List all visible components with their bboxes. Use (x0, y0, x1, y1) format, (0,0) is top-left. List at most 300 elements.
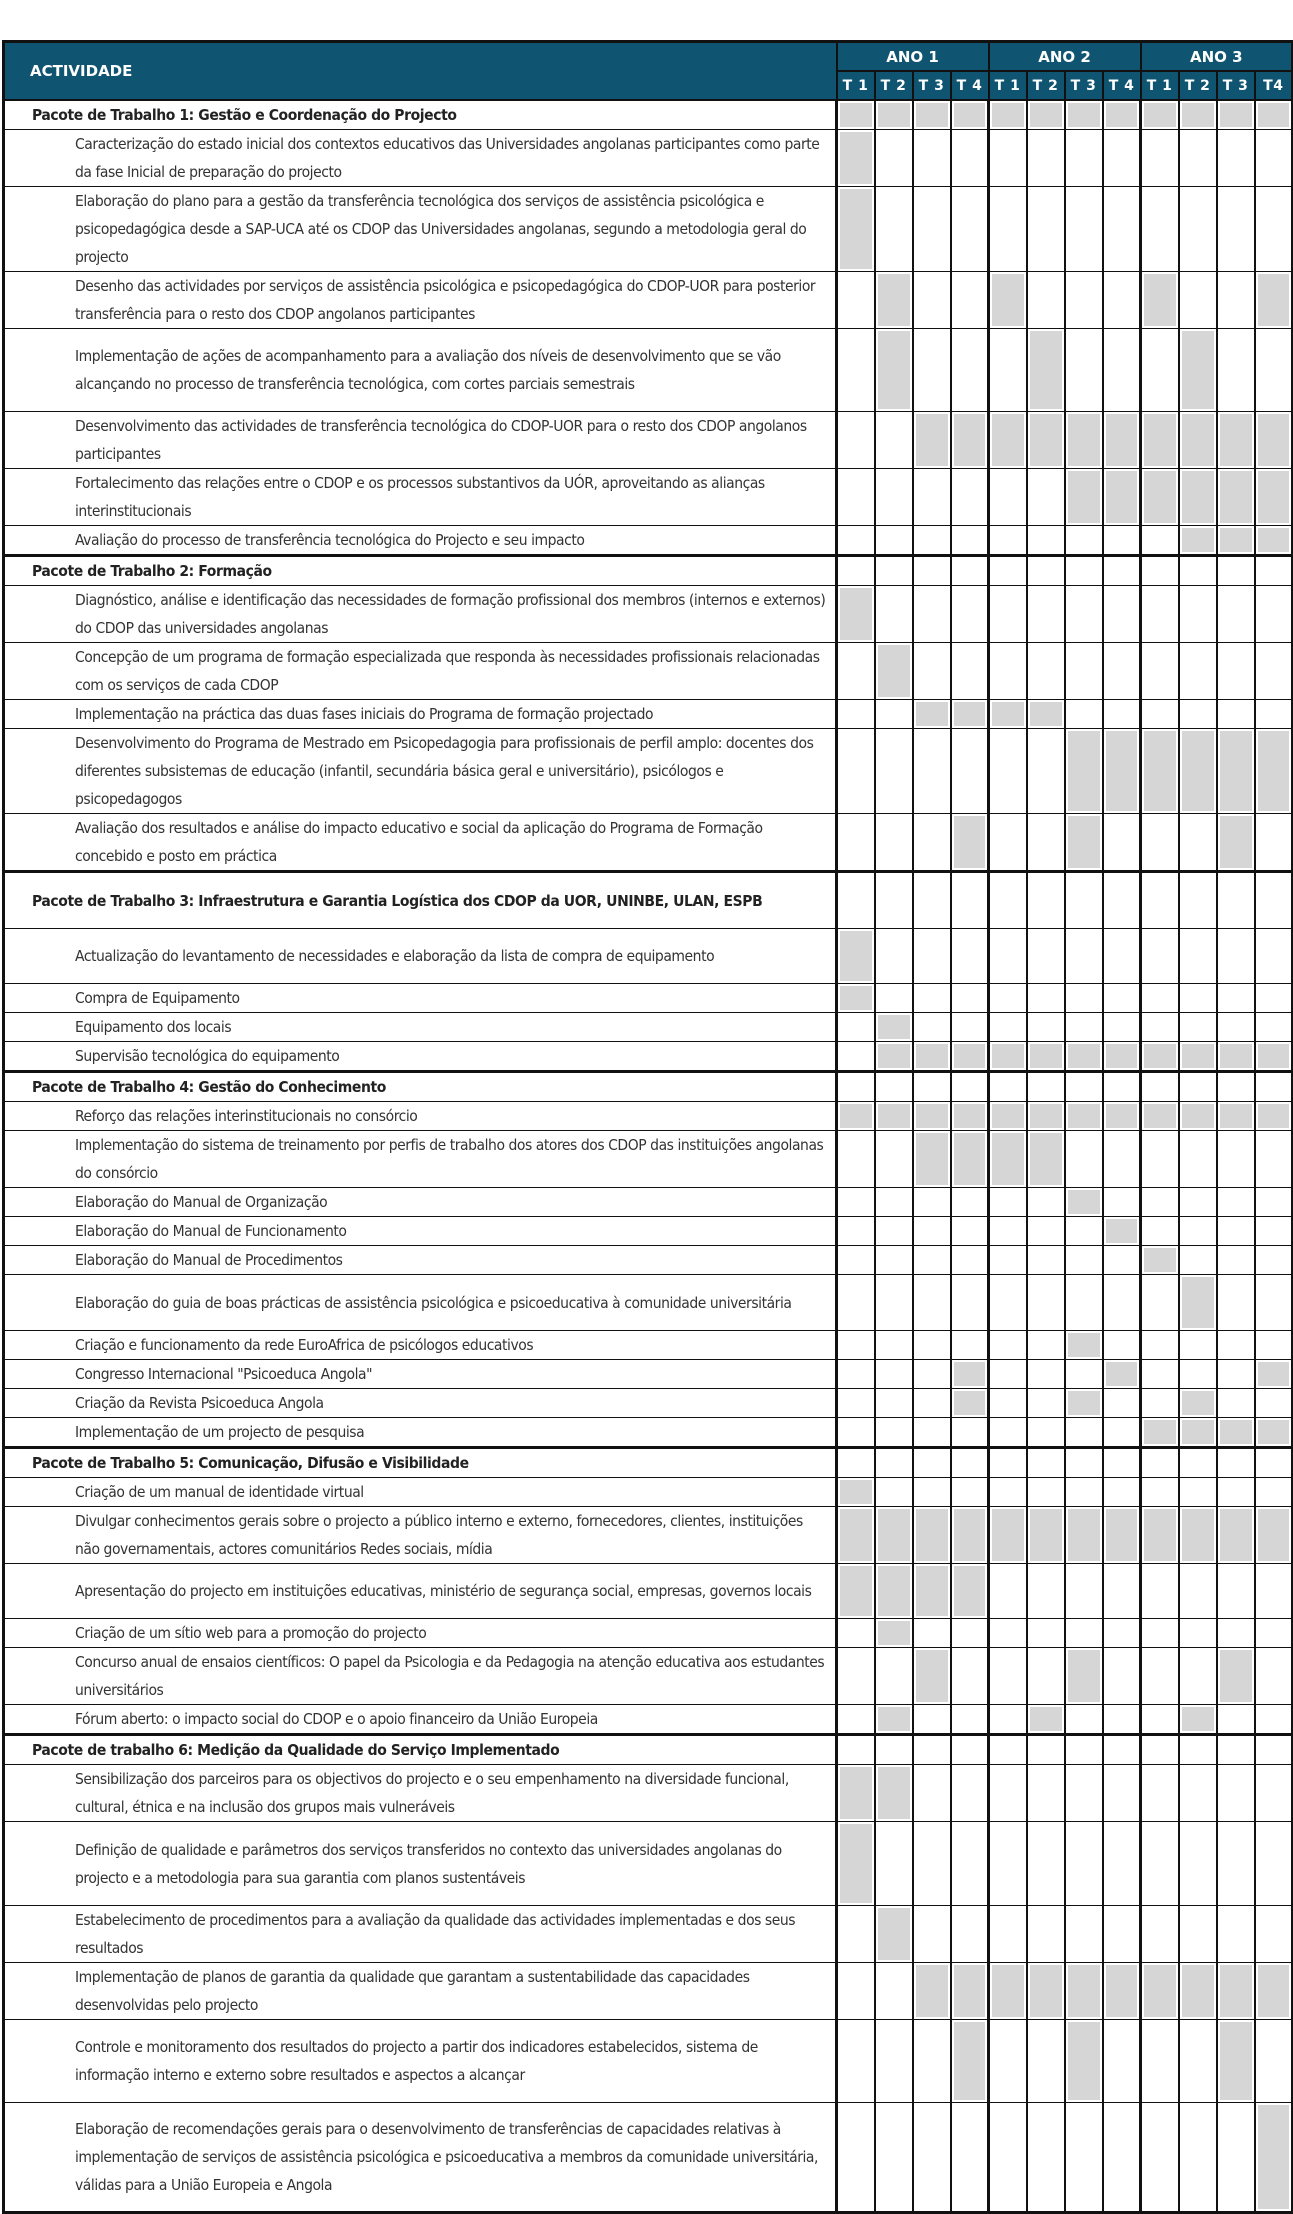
empty-quarter-cell (951, 1822, 989, 1906)
scheduled-quarter-cell (1179, 329, 1217, 412)
scheduled-quarter-cell (1141, 1042, 1179, 1072)
scheduled-quarter-cell (1065, 1389, 1103, 1418)
empty-quarter-cell (875, 872, 913, 929)
scheduled-quarter-cell (1027, 1102, 1065, 1131)
activity-label: Congresso Internacional "Psicoeduca Angola" (4, 1360, 837, 1389)
activity-row (4, 412, 1293, 469)
empty-quarter-cell (1141, 1648, 1179, 1705)
scheduled-quarter-cell (1027, 1042, 1065, 1072)
empty-quarter-cell (1103, 1448, 1141, 1478)
scheduled-quarter-cell (951, 1360, 989, 1389)
scheduled-quarter-cell (875, 1507, 913, 1564)
empty-quarter-cell (875, 1331, 913, 1360)
empty-quarter-cell (913, 1331, 951, 1360)
empty-quarter-cell (1103, 1765, 1141, 1822)
empty-quarter-cell (837, 1705, 875, 1735)
empty-quarter-cell (1141, 1013, 1179, 1042)
empty-quarter-cell (913, 1360, 951, 1389)
scheduled-quarter-cell (875, 1013, 913, 1042)
empty-quarter-cell (837, 1360, 875, 1389)
empty-quarter-cell (989, 1360, 1027, 1389)
empty-quarter-cell (1217, 700, 1255, 729)
empty-quarter-cell (1179, 1564, 1217, 1619)
empty-quarter-cell (1065, 130, 1103, 187)
empty-quarter-cell (1217, 2103, 1255, 2213)
scheduled-quarter-cell (875, 1102, 913, 1131)
scheduled-quarter-cell (1141, 100, 1179, 130)
empty-quarter-cell (951, 1765, 989, 1822)
empty-quarter-cell (1179, 1619, 1217, 1648)
scheduled-quarter-cell (1255, 469, 1293, 526)
scheduled-quarter-cell (989, 412, 1027, 469)
empty-quarter-cell (1027, 1389, 1065, 1418)
work-package-title: Pacote de Trabalho 3: Infraestrutura e Garantia Logística dos CDOP da UOR, UNINBE, ULAN, ESPB (4, 872, 837, 929)
empty-quarter-cell (837, 556, 875, 586)
scheduled-quarter-cell (875, 1705, 913, 1735)
scheduled-quarter-cell (951, 700, 989, 729)
empty-quarter-cell (1027, 1564, 1065, 1619)
empty-quarter-cell (875, 586, 913, 643)
empty-quarter-cell (875, 526, 913, 556)
empty-quarter-cell (1027, 1275, 1065, 1331)
empty-quarter-cell (951, 586, 989, 643)
scheduled-quarter-cell (1027, 329, 1065, 412)
empty-quarter-cell (1217, 1448, 1255, 1478)
empty-quarter-cell (1027, 1735, 1065, 1765)
empty-quarter-cell (989, 643, 1027, 700)
empty-quarter-cell (837, 1275, 875, 1331)
empty-quarter-cell (1065, 526, 1103, 556)
activity-label: Criação e funcionamento da rede EuroAfrica de psicólogos educativos (4, 1331, 837, 1360)
empty-quarter-cell (1255, 329, 1293, 412)
activity-row (4, 469, 1293, 526)
empty-quarter-cell (1065, 1418, 1103, 1448)
empty-quarter-cell (1065, 1619, 1103, 1648)
scheduled-quarter-cell (989, 700, 1027, 729)
empty-quarter-cell (989, 929, 1027, 984)
scheduled-quarter-cell (913, 1102, 951, 1131)
activity-label: Criação de um manual de identidade virtual (4, 1478, 837, 1507)
scheduled-quarter-cell (951, 1507, 989, 1564)
empty-quarter-cell (837, 1906, 875, 1963)
empty-quarter-cell (989, 1735, 1027, 1765)
activity-row (4, 1906, 1293, 1963)
scheduled-quarter-cell (875, 272, 913, 329)
empty-quarter-cell (1217, 929, 1255, 984)
empty-quarter-cell (951, 1735, 989, 1765)
empty-quarter-cell (875, 412, 913, 469)
quarter-header: T 2 (1179, 71, 1217, 100)
empty-quarter-cell (913, 187, 951, 272)
empty-quarter-cell (989, 1217, 1027, 1246)
empty-quarter-cell (1255, 1705, 1293, 1735)
activity-label: Desenho das actividades por serviços de assistência psicológica e psicopedagógica do CDOP-UOR para posterior transferência para o resto dos CDOP angolanos participantes (4, 272, 837, 329)
empty-quarter-cell (1217, 556, 1255, 586)
activity-row (4, 2020, 1293, 2103)
empty-quarter-cell (1255, 872, 1293, 929)
scheduled-quarter-cell (837, 1822, 875, 1906)
activity-row (4, 1042, 1293, 1072)
empty-quarter-cell (1179, 643, 1217, 700)
activity-row (4, 130, 1293, 187)
empty-quarter-cell (989, 526, 1027, 556)
empty-quarter-cell (837, 1188, 875, 1217)
scheduled-quarter-cell (1027, 1963, 1065, 2020)
activity-label: Desenvolvimento das actividades de transferência tecnológica do CDOP-UOR para o resto dos CDOP angolanos participantes (4, 412, 837, 469)
activity-label: Criação de um sítio web para a promoção do projecto (4, 1619, 837, 1648)
scheduled-quarter-cell (989, 1963, 1027, 2020)
empty-quarter-cell (1103, 1131, 1141, 1188)
empty-quarter-cell (989, 984, 1027, 1013)
scheduled-quarter-cell (1255, 1102, 1293, 1131)
empty-quarter-cell (1065, 586, 1103, 643)
quarter-header: T 1 (1141, 71, 1179, 100)
scheduled-quarter-cell (1065, 729, 1103, 814)
empty-quarter-cell (1179, 1072, 1217, 1102)
activity-label: Diagnóstico, análise e identificação das necessidades de formação profissional dos membros (internos e externos) do CDOP das universidades angolanas (4, 586, 837, 643)
empty-quarter-cell (1255, 1188, 1293, 1217)
work-package-title: Pacote de Trabalho 1: Gestão e Coordenação do Projecto (4, 100, 837, 130)
activity-label: Caracterização do estado inicial dos contextos educativos das Universidades angolanas participantes como parte da fase Inicial de preparação do projecto (4, 130, 837, 187)
activity-label: Avaliação dos resultados e análise do impacto educativo e social da aplicação do Programa de Formação concebido e posto em práctica (4, 814, 837, 872)
activity-row (4, 1389, 1293, 1418)
scheduled-quarter-cell (1217, 1963, 1255, 2020)
gantt-schedule-table (2, 40, 1293, 2214)
empty-quarter-cell (837, 1217, 875, 1246)
scheduled-quarter-cell (951, 100, 989, 130)
empty-quarter-cell (1027, 643, 1065, 700)
empty-quarter-cell (989, 1246, 1027, 1275)
scheduled-quarter-cell (1027, 1507, 1065, 1564)
scheduled-quarter-cell (837, 1102, 875, 1131)
scheduled-quarter-cell (1179, 100, 1217, 130)
scheduled-quarter-cell (1103, 100, 1141, 130)
empty-quarter-cell (1179, 929, 1217, 984)
empty-quarter-cell (1065, 1072, 1103, 1102)
empty-quarter-cell (951, 872, 989, 929)
empty-quarter-cell (913, 1822, 951, 1906)
empty-quarter-cell (951, 1188, 989, 1217)
activity-label: Concepção de um programa de formação especializada que responda às necessidades profissionais relacionadas com os serviços de cada CDOP (4, 643, 837, 700)
empty-quarter-cell (1217, 1188, 1255, 1217)
empty-quarter-cell (1027, 1217, 1065, 1246)
empty-quarter-cell (1255, 1822, 1293, 1906)
empty-quarter-cell (1027, 1906, 1065, 1963)
empty-quarter-cell (951, 1478, 989, 1507)
empty-quarter-cell (913, 1217, 951, 1246)
empty-quarter-cell (1255, 643, 1293, 700)
empty-quarter-cell (913, 130, 951, 187)
empty-quarter-cell (1065, 1013, 1103, 1042)
empty-quarter-cell (1255, 1072, 1293, 1102)
empty-quarter-cell (1217, 984, 1255, 1013)
scheduled-quarter-cell (875, 100, 913, 130)
empty-quarter-cell (913, 1619, 951, 1648)
empty-quarter-cell (951, 1648, 989, 1705)
empty-quarter-cell (1141, 929, 1179, 984)
empty-quarter-cell (1255, 187, 1293, 272)
quarter-header: T 1 (837, 71, 875, 100)
empty-quarter-cell (1217, 329, 1255, 412)
scheduled-quarter-cell (837, 984, 875, 1013)
empty-quarter-cell (989, 187, 1027, 272)
scheduled-quarter-cell (913, 700, 951, 729)
empty-quarter-cell (1103, 329, 1141, 412)
empty-quarter-cell (989, 2020, 1027, 2103)
empty-quarter-cell (1217, 1331, 1255, 1360)
activity-label: Concurso anual de ensaios científicos: O papel da Psicologia e da Pedagogia na atenção educativa aos estudantes universitários (4, 1648, 837, 1705)
empty-quarter-cell (1179, 984, 1217, 1013)
scheduled-quarter-cell (913, 1648, 951, 1705)
empty-quarter-cell (1179, 1360, 1217, 1389)
scheduled-quarter-cell (1065, 1648, 1103, 1705)
scheduled-quarter-cell (1179, 1389, 1217, 1418)
scheduled-quarter-cell (1103, 1217, 1141, 1246)
empty-quarter-cell (1255, 2020, 1293, 2103)
work-package-title: Pacote de Trabalho 5: Comunicação, Difusão e Visibilidade (4, 1448, 837, 1478)
scheduled-quarter-cell (1065, 469, 1103, 526)
activity-label: Implementação de planos de garantia da qualidade que garantam a sustentabilidade das capacidades desenvolvidas pelo projecto (4, 1963, 837, 2020)
scheduled-quarter-cell (1103, 1102, 1141, 1131)
empty-quarter-cell (913, 1765, 951, 1822)
scheduled-quarter-cell (1255, 1418, 1293, 1448)
activity-label: Implementação de um projecto de pesquisa (4, 1418, 837, 1448)
empty-quarter-cell (1179, 1765, 1217, 1822)
empty-quarter-cell (875, 1418, 913, 1448)
empty-quarter-cell (1141, 643, 1179, 700)
empty-quarter-cell (1217, 1478, 1255, 1507)
activity-row (4, 1822, 1293, 1906)
empty-quarter-cell (1141, 1072, 1179, 1102)
activity-row (4, 1331, 1293, 1360)
empty-quarter-cell (1141, 1478, 1179, 1507)
activity-label: Elaboração do Manual de Procedimentos (4, 1246, 837, 1275)
empty-quarter-cell (1027, 984, 1065, 1013)
empty-quarter-cell (989, 469, 1027, 526)
empty-quarter-cell (1217, 1275, 1255, 1331)
activity-label: Implementação de ações de acompanhamento para a avaliação dos níveis de desenvolvimento que se vão alcançando no processo de transferência tecnológica, com cortes parciais semestrais (4, 329, 837, 412)
empty-quarter-cell (837, 700, 875, 729)
empty-quarter-cell (1103, 1275, 1141, 1331)
scheduled-quarter-cell (1027, 1131, 1065, 1188)
scheduled-quarter-cell (1255, 2103, 1293, 2213)
work-package-row (4, 556, 1293, 586)
empty-quarter-cell (1065, 1765, 1103, 1822)
activity-row (4, 1131, 1293, 1188)
empty-quarter-cell (989, 1822, 1027, 1906)
empty-quarter-cell (875, 1389, 913, 1418)
empty-quarter-cell (951, 526, 989, 556)
empty-quarter-cell (1027, 814, 1065, 872)
empty-quarter-cell (1065, 1564, 1103, 1619)
empty-quarter-cell (1065, 1217, 1103, 1246)
scheduled-quarter-cell (951, 412, 989, 469)
empty-quarter-cell (1141, 1188, 1179, 1217)
empty-quarter-cell (1103, 1013, 1141, 1042)
empty-quarter-cell (913, 469, 951, 526)
scheduled-quarter-cell (1065, 1331, 1103, 1360)
empty-quarter-cell (1141, 586, 1179, 643)
scheduled-quarter-cell (1141, 272, 1179, 329)
empty-quarter-cell (951, 1331, 989, 1360)
empty-quarter-cell (875, 187, 913, 272)
scheduled-quarter-cell (1217, 1418, 1255, 1448)
scheduled-quarter-cell (1103, 1963, 1141, 2020)
empty-quarter-cell (989, 1619, 1027, 1648)
activity-row (4, 1963, 1293, 2020)
empty-quarter-cell (1103, 1705, 1141, 1735)
scheduled-quarter-cell (1255, 272, 1293, 329)
empty-quarter-cell (989, 1705, 1027, 1735)
activity-row (4, 643, 1293, 700)
activity-label: Elaboração do Manual de Funcionamento (4, 1217, 837, 1246)
empty-quarter-cell (1141, 2103, 1179, 2213)
empty-quarter-cell (837, 1042, 875, 1072)
empty-quarter-cell (951, 1906, 989, 1963)
empty-quarter-cell (1179, 130, 1217, 187)
empty-quarter-cell (1255, 1478, 1293, 1507)
activity-label: Definição de qualidade e parâmetros dos serviços transferidos no contexto das universidades angolanas do projecto e a metodologia para sua garantia com planos sustentáveis (4, 1822, 837, 1906)
activity-label: Reforço das relações interinstitucionais no consórcio (4, 1102, 837, 1131)
empty-quarter-cell (913, 2020, 951, 2103)
empty-quarter-cell (1179, 1648, 1217, 1705)
empty-quarter-cell (913, 1389, 951, 1418)
empty-quarter-cell (1255, 1331, 1293, 1360)
empty-quarter-cell (989, 1648, 1027, 1705)
empty-quarter-cell (875, 2103, 913, 2213)
empty-quarter-cell (1103, 1619, 1141, 1648)
empty-quarter-cell (837, 1331, 875, 1360)
empty-quarter-cell (1217, 1131, 1255, 1188)
empty-quarter-cell (1027, 872, 1065, 929)
empty-quarter-cell (1027, 1648, 1065, 1705)
empty-quarter-cell (1179, 1822, 1217, 1906)
activity-label: Elaboração do plano para a gestão da transferência tecnológica dos serviços de assistência psicológica e psicopedagógica desde a SAP-UCA até os CDOP das Universidades angolanas, segundo a metodologia geral do projecto (4, 187, 837, 272)
empty-quarter-cell (951, 1275, 989, 1331)
empty-quarter-cell (1027, 729, 1065, 814)
empty-quarter-cell (1217, 872, 1255, 929)
scheduled-quarter-cell (989, 1102, 1027, 1131)
empty-quarter-cell (837, 272, 875, 329)
empty-quarter-cell (837, 1448, 875, 1478)
empty-quarter-cell (1103, 130, 1141, 187)
scheduled-quarter-cell (875, 329, 913, 412)
empty-quarter-cell (1103, 1246, 1141, 1275)
activity-label: Elaboração do Manual de Organização (4, 1188, 837, 1217)
activity-row (4, 526, 1293, 556)
quarter-header: T 3 (913, 71, 951, 100)
empty-quarter-cell (913, 1705, 951, 1735)
empty-quarter-cell (875, 984, 913, 1013)
empty-quarter-cell (989, 1013, 1027, 1042)
table-body (4, 100, 1293, 2213)
empty-quarter-cell (989, 556, 1027, 586)
year-header: ANO 2 (989, 42, 1141, 72)
empty-quarter-cell (1065, 1131, 1103, 1188)
scheduled-quarter-cell (1027, 1705, 1065, 1735)
empty-quarter-cell (1141, 1564, 1179, 1619)
empty-quarter-cell (875, 1246, 913, 1275)
empty-quarter-cell (1217, 1735, 1255, 1765)
empty-quarter-cell (1141, 329, 1179, 412)
empty-quarter-cell (1027, 2020, 1065, 2103)
empty-quarter-cell (1255, 1275, 1293, 1331)
empty-quarter-cell (1255, 1448, 1293, 1478)
scheduled-quarter-cell (1065, 1102, 1103, 1131)
scheduled-quarter-cell (1217, 469, 1255, 526)
empty-quarter-cell (875, 1188, 913, 1217)
scheduled-quarter-cell (1217, 2020, 1255, 2103)
empty-quarter-cell (1065, 984, 1103, 1013)
scheduled-quarter-cell (951, 1564, 989, 1619)
empty-quarter-cell (1179, 272, 1217, 329)
scheduled-quarter-cell (837, 586, 875, 643)
scheduled-quarter-cell (1065, 1042, 1103, 1072)
empty-quarter-cell (1103, 1188, 1141, 1217)
empty-quarter-cell (1141, 1131, 1179, 1188)
scheduled-quarter-cell (989, 1507, 1027, 1564)
empty-quarter-cell (837, 1735, 875, 1765)
empty-quarter-cell (1103, 1735, 1141, 1765)
empty-quarter-cell (1027, 1765, 1065, 1822)
activity-row (4, 1102, 1293, 1131)
scheduled-quarter-cell (913, 1564, 951, 1619)
empty-quarter-cell (837, 814, 875, 872)
scheduled-quarter-cell (913, 1131, 951, 1188)
empty-quarter-cell (1179, 814, 1217, 872)
activity-row (4, 1705, 1293, 1735)
activity-label: Fortalecimento das relações entre o CDOP e os processos substantivos da UÓR, aproveitando as alianças interinstitucionais (4, 469, 837, 526)
empty-quarter-cell (1217, 1564, 1255, 1619)
scheduled-quarter-cell (913, 100, 951, 130)
work-package-row (4, 100, 1293, 130)
activity-label: Equipamento dos locais (4, 1013, 837, 1042)
empty-quarter-cell (1027, 1246, 1065, 1275)
activity-row (4, 1275, 1293, 1331)
empty-quarter-cell (913, 1246, 951, 1275)
empty-quarter-cell (1255, 1564, 1293, 1619)
activity-row (4, 586, 1293, 643)
work-package-row (4, 1448, 1293, 1478)
empty-quarter-cell (1065, 643, 1103, 700)
empty-quarter-cell (1065, 1448, 1103, 1478)
empty-quarter-cell (951, 1072, 989, 1102)
year-header: ANO 1 (837, 42, 989, 72)
empty-quarter-cell (1179, 1478, 1217, 1507)
empty-quarter-cell (1141, 1448, 1179, 1478)
empty-quarter-cell (837, 643, 875, 700)
work-package-row (4, 1735, 1293, 1765)
empty-quarter-cell (913, 1418, 951, 1448)
scheduled-quarter-cell (1179, 526, 1217, 556)
empty-quarter-cell (1141, 1735, 1179, 1765)
empty-quarter-cell (1141, 1619, 1179, 1648)
year-header: ANO 3 (1141, 42, 1293, 72)
empty-quarter-cell (1179, 1906, 1217, 1963)
empty-quarter-cell (1255, 1648, 1293, 1705)
empty-quarter-cell (875, 929, 913, 984)
empty-quarter-cell (951, 1705, 989, 1735)
activity-row (4, 1246, 1293, 1275)
empty-quarter-cell (989, 1906, 1027, 1963)
empty-quarter-cell (989, 1389, 1027, 1418)
quarter-header: T 3 (1065, 71, 1103, 100)
empty-quarter-cell (913, 1188, 951, 1217)
empty-quarter-cell (837, 1418, 875, 1448)
scheduled-quarter-cell (1141, 1963, 1179, 2020)
empty-quarter-cell (951, 984, 989, 1013)
work-package-row (4, 872, 1293, 929)
